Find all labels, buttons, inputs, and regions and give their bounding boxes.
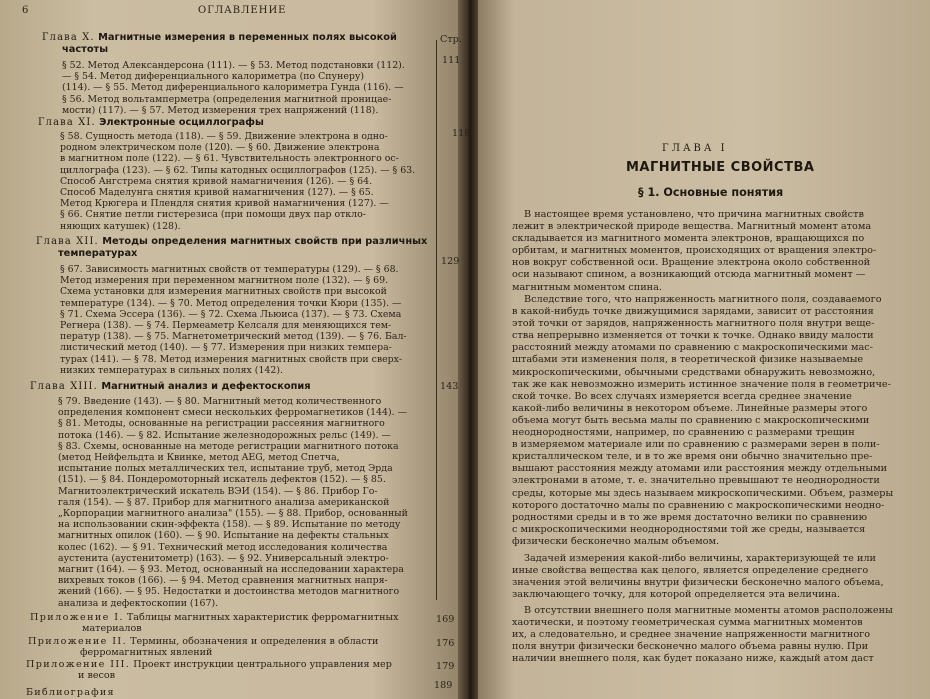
text-line: вышают расстояния между атомами или расстояния между отдельными — [512, 463, 888, 475]
contents-line: Метод измерения при переменном магнитном поле (132). — § 69. — [60, 275, 389, 287]
page-column-header: Стр. — [440, 34, 462, 45]
chapter-heading — [42, 32, 432, 55]
text-line: в измеряемом материале или по сравнению с размерами зерен в поли- — [512, 439, 880, 451]
text-line: складывается из магнитного момента электронов, вращающихся по — [512, 233, 865, 245]
text-line: какой-либо величины в некотором объеме. Линейные размеры этого — [512, 402, 868, 414]
appendix-page: 169 — [436, 614, 455, 625]
contents-line: § 83. Схемы, основанные на методе регистрации магнитного потока — [58, 440, 399, 452]
chapter-contents — [58, 396, 434, 609]
text-line: физически бесконечно малым объемом. — [512, 535, 720, 547]
chapter-title: МАГНИТНЫЕ СВОЙСТВА — [626, 160, 815, 175]
contents-line: няющих катушек) (128). — [60, 220, 181, 232]
contents-line: (151). — § 84. Пондеромоторный искатель дефектов (152). — § 85. — [58, 474, 386, 486]
text-line: их, а следовательно, и среднее значение напряженности магнитного — [512, 629, 871, 641]
contents-line: жений (166). — § 95. Недостатки и достоинства методов магнитного — [58, 586, 400, 598]
chapter-page: 143 — [440, 381, 459, 392]
chapter-contents — [60, 264, 434, 376]
contents-line: § 81. Методы, основанные на регистрации рассеяния магнитного — [58, 418, 385, 430]
running-head: ОГЛАВЛЕНИЕ — [198, 5, 287, 16]
contents-line: § 71. Схема Эссера (136). — § 72. Схема Льюиса (137). — § 73. Схема — [60, 308, 402, 320]
contents-line: вихревых токов (166). — § 94. Метод сравнения магнитных напря- — [58, 575, 388, 587]
text-line: оси называют спином, а возникающий отсюда магнитный момент — — [512, 269, 866, 281]
contents-line: § 56. Метод вольтамперметра (определения магнитной проницае- — [62, 93, 392, 105]
text-line: неоднородностями, например, по сравнению с размерами трещин — [512, 427, 855, 439]
contents-line: § 58. Сущность метода (118). — § 59. Движение электрона в одно- — [60, 131, 388, 142]
contents-line: Метод Крюгера и Плендля снятия кривой намагничения (127). — — [60, 198, 389, 210]
contents-line: § 52. Метод Александерсона (111). — § 53. Метод подстановки (112). — [62, 60, 405, 71]
chapter-page: 111 — [442, 55, 461, 66]
text-line: с микроскопическими неоднородностями той же среды, называется — [512, 523, 866, 535]
text-line: заключающего точку, для которой определяется эта величина. — [512, 589, 841, 601]
body-paragraph — [512, 209, 912, 294]
text-line: этой точки от зарядов, напряженность магнитного поля внутри веще- — [512, 318, 875, 330]
contents-line: Магнитоэлектрический искатель ВЭИ (154). — § 86. Прибор Го- — [58, 485, 378, 497]
appendix-title: Проект инструкции центрального управления мер — [133, 659, 392, 670]
chapter-title: Методы определения магнитных свойств при различных — [102, 236, 428, 247]
chapter-label: Глава XIII. — [30, 381, 98, 392]
text-line: так же как невозможно измерить истинное значение поля в геометриче- — [512, 378, 891, 390]
text-line: ства непрерывно изменяется от точки к точке. Однако ввиду малости — [512, 330, 874, 342]
contents-line: Схема установки для измерения магнитных свойств при высокой — [60, 286, 387, 298]
chapter-heading — [38, 117, 428, 129]
text-line: электронами в атоме, т. е. значительно превышают те неоднородности — [512, 475, 880, 487]
chapter-contents — [60, 131, 434, 232]
appendix-label: Приложение II. — [28, 636, 128, 647]
contents-line: на использовании скин-эффекта (158). — § 89. Испытание по методу — [58, 519, 401, 531]
appendix-page: 179 — [436, 661, 455, 672]
contents-line: низких температурах в сильных полях (142). — [60, 364, 283, 376]
chapter-title-cont: частоты — [62, 43, 109, 55]
contents-line: мости) (117). — § 57. Метод измерения трех напряжений (118). — [62, 104, 379, 116]
contents-line: § 67. Зависимость магнитных свойств от температуры (129). — § 68. — [60, 264, 399, 275]
contents-line: определения компонент смеси нескольких ферромагнетиков (144). — — [58, 407, 407, 419]
book-gutter — [458, 0, 480, 699]
body-paragraph — [512, 294, 912, 548]
text-line: кристаллическом теле, и в то же время они обычно значительно пре- — [512, 451, 873, 463]
text-line: объема могут быть весьма малы по сравнению с макроскопическими — [512, 414, 870, 426]
contents-line: температуре (134). — § 70. Метод определения точки Кюри (135). — — [60, 297, 402, 309]
contents-line: § 79. Введение (143). — § 80. Магнитный метод количественного — [58, 396, 382, 407]
text-line: расстояний между атомами по сравнению с макроскопическими мас- — [512, 342, 873, 354]
chapter-title: Электронные осциллографы — [99, 117, 264, 128]
text-line: штабами эти изменения поля, в теоретической физике называемые — [512, 354, 864, 366]
appendix-page: 176 — [436, 638, 455, 649]
chapter-label: Глава XI. — [38, 117, 96, 128]
contents-line: Способ Ангстрема снятия кривой намагничения (126). — § 64. — [60, 175, 373, 187]
contents-line: аустенита (аустенитометр) (163). — § 92. Универсальный электро- — [58, 552, 389, 564]
bibliography-page: 189 — [434, 680, 453, 691]
contents-line: в магнитном поле (122). — § 61. Чувствительность электронного ос- — [60, 153, 399, 165]
text-line: ской точке. Во всех случаях измеряется всегда среднее значение — [512, 390, 852, 402]
chapter-contents — [62, 60, 434, 116]
appendix-title: Термины, обозначения и определения в области — [130, 636, 379, 647]
text-line: иные свойства вещества как целого, является определение среднего — [512, 565, 869, 577]
contents-line: анализа и дефектоскопии (167). — [58, 597, 219, 609]
text-line: хаотически, и поэтому геометрическая сумма магнитных моментов — [512, 617, 863, 629]
contents-line: „Корпорации магнитного анализа" (155). — § 88. Прибор, основанный — [58, 508, 408, 520]
appendix-entry — [28, 636, 428, 659]
contents-line: Регнера (138). — § 74. Пермеаметр Келсаля для меняющихся тем- — [60, 320, 392, 332]
text-line: среды, которые мы здесь называем микроскопическими. Объем, размеры — [512, 487, 894, 499]
chapter-page: 118 — [452, 128, 471, 139]
chapter-title-cont: температурах — [58, 247, 138, 259]
contents-line: Способ Маделунга снятия кривой намагничения (127). — § 65. — [60, 187, 374, 199]
contents-line: циллографа (123). — § 62. Типы катодных осциллографов (125). — § 63. — [60, 164, 416, 176]
section-title: § 1. Основные понятия — [638, 186, 784, 199]
page-number: 6 — [22, 5, 30, 16]
text-line: магнитным моментом спина. — [512, 281, 662, 293]
contents-line: турах (141). — § 78. Метод измерения магнитных свойств при сверх- — [60, 353, 403, 365]
appendix-label: Приложение I. — [30, 612, 124, 623]
appendix-entry — [30, 612, 430, 635]
chapter-heading — [30, 381, 430, 393]
appendix-entry — [26, 659, 426, 682]
text-line: наличии внешнего поля, как будет показано ниже, каждый атом даст — [512, 653, 874, 665]
chapter-label: Глава X. — [42, 32, 95, 43]
chapter-page: 129 — [441, 256, 460, 267]
text-line: нов вокруг собственной оси. Вращение электрона около собственной — [512, 257, 871, 269]
text-line: Задачей измерения какой-либо величины, характеризующей те или — [524, 553, 877, 564]
contents-line: галя (154). — § 87. Прибор для магнитного анализа американской — [58, 496, 390, 508]
chapter-heading — [36, 236, 434, 259]
body-paragraph — [512, 553, 912, 601]
text-line: значения этой величины внутри физически бесконечно малого объема, — [512, 577, 884, 589]
contents-line: потока (146). — § 82. Испытание железнодорожных рельс (149). — — [58, 429, 391, 441]
contents-line: ператур (138). — § 75. Магнетометрический метод (139). — § 76. Бал- — [60, 331, 407, 343]
text-line: поля внутри физически бесконечно малого объема равны нулю. При — [512, 641, 869, 653]
contents-line: листический метод (140). — § 77. Измерения при низких темпера- — [60, 342, 392, 354]
contents-line: — § 54. Метод диференциального калориметра (по Спунеру) — [62, 71, 365, 83]
text-line: Вследствие того, что напряженность магнитного поля, создаваемого — [524, 294, 882, 305]
text-line: родностями среды и в то же время достаточно велики по сравнению — [512, 511, 868, 523]
text-line: в какой-нибудь точке движущимися зарядами, зависит от расстояния — [512, 306, 874, 318]
chapter-title: Магнитные измерения в переменных полях высокой — [98, 32, 397, 43]
appendix-title-cont: ферромагнитных явлений — [80, 647, 213, 659]
appendix-label: Приложение III. — [26, 659, 131, 670]
bibliography-entry: Библиография — [26, 687, 115, 698]
text-line: В отсутствии внешнего поля магнитные моменты атомов расположены — [524, 605, 893, 616]
text-line: В настоящее время установлено, что причина магнитных свойств — [524, 209, 864, 220]
body-paragraph — [512, 605, 912, 665]
appendix-title: Таблицы магнитных характеристик ферромагнитных — [126, 612, 399, 623]
text-line: микроскопическими, обычными средствами обнаружить невозможно, — [512, 366, 876, 378]
contents-line: § 66. Снятие петли гистерезиса (при помощи двух пар откло- — [60, 209, 366, 221]
appendix-title-cont: материалов — [82, 623, 142, 635]
chapter-title: Магнитный анализ и дефектоскопия — [101, 381, 311, 392]
text-line: лежит в электрической природе вещества. Магнитный момент атома — [512, 221, 872, 233]
text-line: орбитам, и магнитных моментов, происходящих от вращения электро- — [512, 245, 877, 257]
contents-line: (114). — § 55. Метод диференциального калориметра Гунда (116). — — [62, 82, 404, 94]
contents-line: (метод Нейфельдта и Квинке, метод AEG, метод Спетча, — [58, 452, 340, 464]
contents-line: колес (162). — § 91. Технический метод исследования количества — [58, 541, 388, 553]
chapter-label: Глава XII. — [36, 236, 99, 247]
contents-line: испытание полых металлических тел, испытание труб, метод Эрда — [58, 463, 393, 475]
chapter-label: ГЛАВА I — [662, 143, 728, 154]
contents-line: магнит (164). — § 93. Метод, основанный на исследовании характера — [58, 564, 404, 576]
contents-line: родном электрическом поле (120). — § 60. Движение электрона — [60, 142, 380, 154]
text-line: которого достаточно малы по сравнению с макроскопическими неодно- — [512, 499, 885, 511]
page-column-rule — [436, 40, 437, 600]
appendix-title-cont: и весов — [78, 670, 116, 682]
contents-line: магнитных опилок (160). — § 90. Испытание на дефекты стальных — [58, 530, 389, 542]
